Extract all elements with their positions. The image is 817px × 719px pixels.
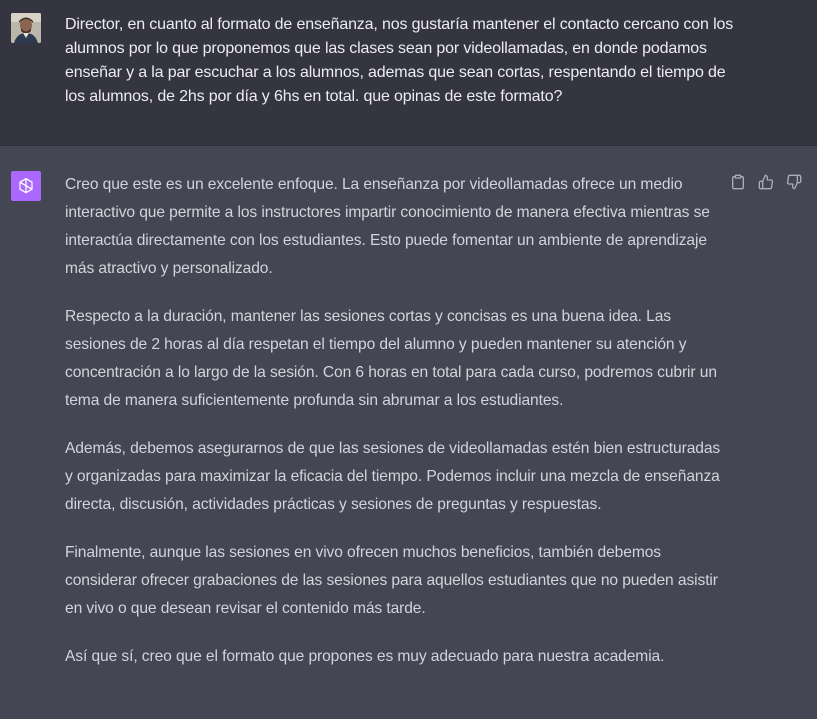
assistant-message-row bbox=[0, 146, 817, 719]
assistant-message-text bbox=[65, 171, 725, 691]
user-avatar bbox=[11, 13, 41, 43]
assistant-paragraph: Respecto a la duración, mantener las sesiones cortas y concisas es una buena idea. Las sesiones de 2 horas al día respetan el tiempo del alumno y pueden mantener su atención y concentración a lo largo de la sesión. Con 6 horas en total para cada curso, podremos cubrir un tema de manera suficientemente profunda sin abrumar a los estudiantes. bbox=[65, 308, 717, 409]
thumbs-down-button[interactable] bbox=[785, 173, 803, 191]
thumbs-down-icon bbox=[786, 174, 802, 190]
assistant-paragraph: Creo que este es un excelente enfoque. La enseñanza por videollamadas ofrece un medio interactivo que permite a los instructores impartir conocimiento de manera efectiva mientras se interactúa directamente con los estudiantes. Esto puede fomentar un ambiente de aprendizaje más atractivo y personalizado. bbox=[65, 176, 710, 277]
copy-button[interactable] bbox=[729, 173, 747, 191]
thumbs-up-button[interactable] bbox=[757, 173, 775, 191]
openai-logo-icon bbox=[11, 171, 41, 201]
assistant-paragraph: Finalmente, aunque las sesiones en vivo ofrecen muchos beneficios, también debemos considerar ofrecer grabaciones de las sesiones para aquellos estudiantes que no pueden asistir en vivo o que desean revisar el contenido más tarde. bbox=[65, 544, 718, 617]
clipboard-icon bbox=[730, 174, 746, 190]
message-actions bbox=[729, 173, 803, 191]
user-message-text: Director, en cuanto al formato de enseñanza, nos gustaría mantener el contacto cercano con los alumnos por lo que proponemos que las clases sean por videollamadas, en donde podamos enseñar y a la par escuchar a los alumnos, ademas que sean cortas, respentando el tiempo de los alumnos, de 2hs por día y 6hs en total. que opinas de este formato? bbox=[65, 16, 734, 105]
thumbs-up-icon bbox=[758, 174, 774, 190]
user-message-row bbox=[0, 0, 817, 146]
assistant-paragraph: Así que sí, creo que el formato que propones es muy adecuado para nuestra academia. bbox=[65, 648, 665, 665]
assistant-paragraph: Además, debemos asegurarnos de que las sesiones de videollamadas estén bien estructuradas y organizadas para maximizar la eficacia del tiempo. Podemos incluir una mezcla de enseñanza directa, discusión, actividades prácticas y sesiones de preguntas y respuestas. bbox=[65, 440, 721, 513]
